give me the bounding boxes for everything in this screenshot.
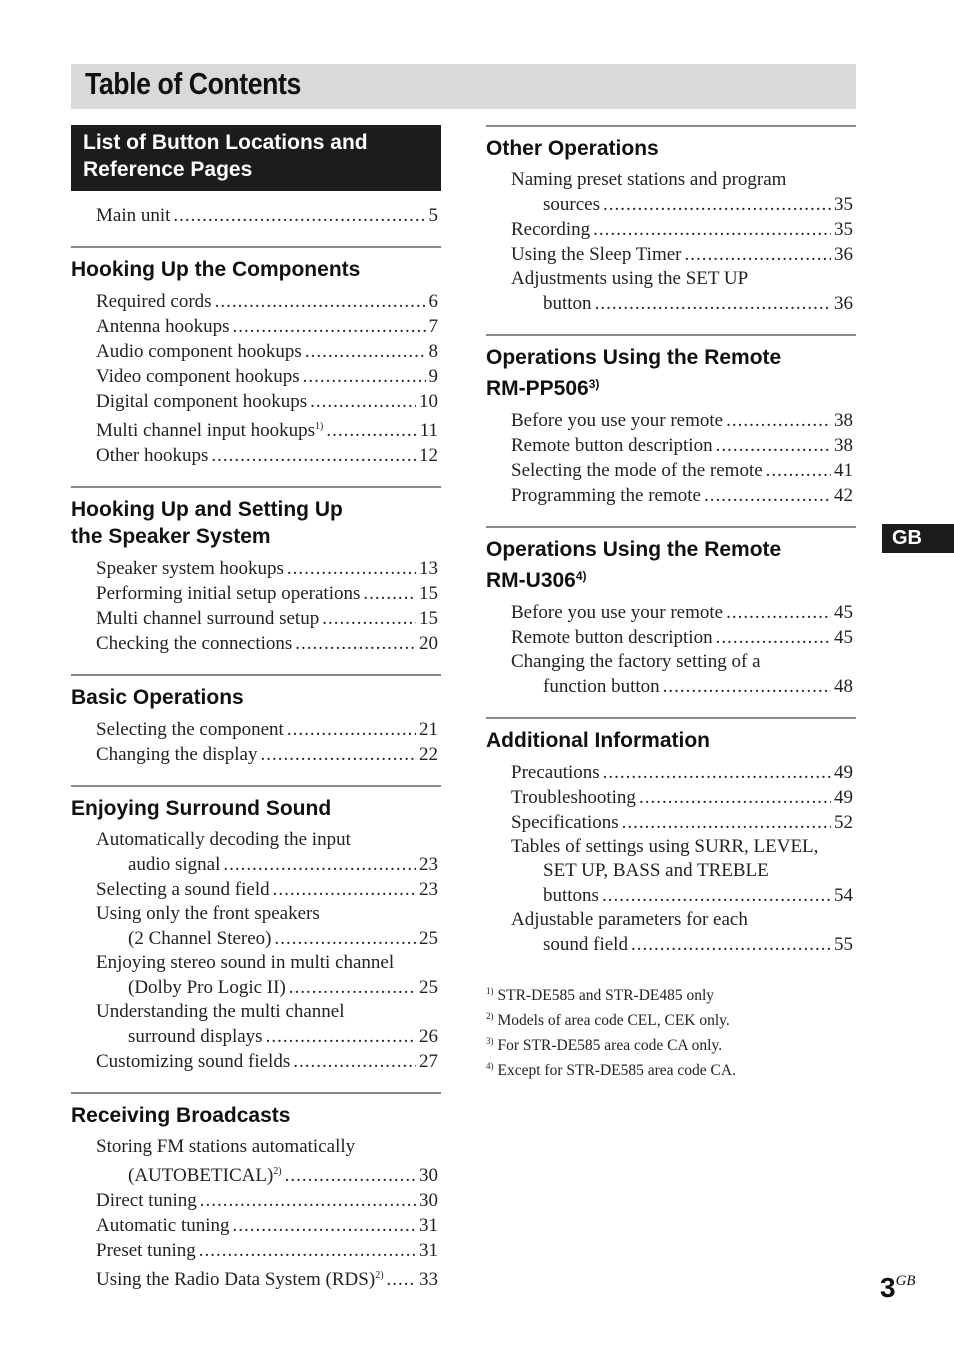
dot-leader bbox=[704, 483, 831, 508]
toc-entry-label bbox=[128, 926, 272, 951]
section-heading[interactable]: Other Operations bbox=[486, 137, 659, 160]
toc-entry-before-you-use-your-remote[interactable] bbox=[511, 408, 856, 433]
dot-leader bbox=[603, 760, 831, 785]
toc-entry-label bbox=[96, 414, 323, 443]
toc-entry-label bbox=[511, 625, 713, 650]
toc-entry-text: Selecting the component bbox=[96, 719, 284, 740]
toc-entry-sound-field[interactable] bbox=[543, 932, 856, 957]
toc-entry-label bbox=[96, 717, 284, 742]
toc-page-number: 48 bbox=[834, 676, 853, 697]
toc-page-number: 36 bbox=[834, 244, 853, 265]
toc-page-number: 12 bbox=[419, 445, 438, 466]
toc-entry-specifications[interactable] bbox=[511, 810, 856, 835]
toc-entry-label bbox=[543, 674, 660, 699]
toc-section-operations-using-the-remote-rm-pp506 bbox=[486, 334, 856, 526]
dot-leader bbox=[595, 291, 831, 316]
toc-entry-line: Adjustments using the SET UP bbox=[511, 268, 749, 289]
toc-entry-label bbox=[511, 483, 701, 508]
toc-page-number: 31 bbox=[419, 1215, 438, 1236]
section-heading-line: Operations Using the Remote bbox=[486, 538, 782, 561]
section-heading-line: Operations Using the Remote bbox=[486, 346, 782, 369]
toc-page-number: 38 bbox=[834, 435, 853, 456]
toc-entry-text: (2 Channel Stereo) bbox=[128, 928, 272, 949]
section-heading[interactable] bbox=[71, 496, 441, 550]
toc-page-number: 22 bbox=[419, 744, 438, 765]
toc-entry-label bbox=[96, 364, 300, 389]
toc-entry-text: Multi channel surround setup bbox=[96, 608, 320, 629]
toc-entry-text: Antenna hookups bbox=[96, 316, 230, 337]
toc-entry-text: surround displays bbox=[128, 1026, 263, 1047]
toc-entry-label bbox=[96, 556, 284, 581]
toc-entry-antenna-hookups[interactable] bbox=[96, 314, 441, 339]
dot-leader bbox=[326, 418, 416, 443]
dot-leader bbox=[593, 217, 831, 242]
dot-leader bbox=[310, 389, 416, 414]
footnote-mark: 3) bbox=[486, 1036, 494, 1046]
toc-entry-line: Tables of settings using SURR, LEVEL, bbox=[511, 836, 819, 857]
dot-leader bbox=[322, 606, 416, 631]
toc-entry-label bbox=[128, 1024, 263, 1049]
toc-entry-text: Video component hookups bbox=[96, 366, 300, 387]
toc-entry-label bbox=[96, 1049, 290, 1074]
page-number bbox=[880, 1272, 916, 1304]
toc-page-number: 33 bbox=[419, 1269, 438, 1290]
toc-entry-label bbox=[511, 458, 763, 483]
toc-entry-video-component-hookups[interactable] bbox=[96, 364, 441, 389]
toc-entry-performing-initial-setup-operations[interactable] bbox=[96, 581, 441, 606]
toc-entry-line: Storing FM stations automatically bbox=[96, 1136, 356, 1157]
toc-page-number: 20 bbox=[419, 633, 438, 654]
toc-entry-sources[interactable] bbox=[543, 192, 856, 217]
dot-leader bbox=[273, 877, 416, 902]
toc-entry-label bbox=[543, 192, 600, 217]
toc-entry-label bbox=[96, 581, 360, 606]
toc-entry-text: sound field bbox=[543, 934, 628, 955]
toc-entry-label bbox=[128, 975, 286, 1000]
toc-page-number: 9 bbox=[428, 366, 438, 387]
toc-entry-label bbox=[128, 1159, 282, 1188]
dot-leader bbox=[287, 717, 416, 742]
dot-leader bbox=[766, 458, 831, 483]
toc-entry-main-unit[interactable] bbox=[96, 203, 441, 228]
toc-entry-line: Naming preset stations and program bbox=[511, 169, 787, 190]
toc-entry-speaker-system-hookups[interactable] bbox=[96, 556, 441, 581]
toc-entry-text: Preset tuning bbox=[96, 1240, 196, 1261]
footnote bbox=[486, 1006, 856, 1031]
toc-entry-required-cords[interactable] bbox=[96, 289, 441, 314]
toc-entry-text: buttons bbox=[543, 885, 599, 906]
dot-leader bbox=[726, 600, 831, 625]
dot-leader bbox=[287, 556, 416, 581]
toc-page-number: 23 bbox=[419, 854, 438, 875]
section-heading-line: List of Button Locations and bbox=[83, 131, 368, 154]
toc-section-hooking-up-the-components bbox=[71, 246, 441, 486]
toc-entry-text: Before you use your remote bbox=[511, 410, 724, 431]
footnote-mark: 2) bbox=[486, 1011, 494, 1021]
toc-page-number: 49 bbox=[834, 787, 853, 808]
toc-entry-label bbox=[511, 433, 713, 458]
toc-page-number: 6 bbox=[428, 291, 438, 312]
toc-entry-text: Specifications bbox=[511, 812, 619, 833]
dot-leader bbox=[363, 581, 416, 606]
toc-entry-label bbox=[96, 877, 270, 902]
dot-leader bbox=[602, 883, 831, 908]
toc-page-number: 30 bbox=[419, 1190, 438, 1211]
dot-leader bbox=[173, 203, 425, 228]
footnote-ref: 4) bbox=[575, 569, 587, 583]
dot-leader bbox=[631, 932, 831, 957]
toc-entry-text: Using the Radio Data System (RDS) bbox=[96, 1269, 376, 1290]
dot-leader bbox=[289, 975, 416, 1000]
dot-leader bbox=[639, 785, 831, 810]
footnote-text: STR-DE585 and STR-DE485 only bbox=[497, 987, 715, 1004]
toc-page-number: 25 bbox=[419, 977, 438, 998]
toc-page-number: 49 bbox=[834, 762, 853, 783]
toc-section-basic-operations bbox=[71, 674, 441, 785]
toc-entry-label bbox=[96, 443, 208, 468]
toc-entry-text: Other hookups bbox=[96, 445, 209, 466]
page-title: Table of Contents bbox=[85, 66, 301, 101]
toc-page-number: 42 bbox=[834, 485, 853, 506]
toc-entry-multi-channel-input-hookups[interactable] bbox=[96, 414, 441, 443]
section-heading[interactable] bbox=[486, 344, 856, 402]
footnote-ref: 2) bbox=[375, 1270, 384, 1281]
dot-leader bbox=[285, 1163, 416, 1188]
dot-leader bbox=[215, 289, 426, 314]
dot-leader bbox=[387, 1267, 416, 1292]
toc-entry-remote-button-description[interactable] bbox=[511, 625, 856, 650]
toc-entry-label bbox=[96, 203, 170, 228]
toc-entry-surround-displays[interactable] bbox=[128, 1024, 441, 1049]
toc-entry-before-you-use-your-remote[interactable] bbox=[511, 600, 856, 625]
dot-leader bbox=[211, 443, 416, 468]
toc-entry-selecting-the-component[interactable] bbox=[96, 717, 441, 742]
toc-entry-selecting-a-sound-field[interactable] bbox=[96, 877, 441, 902]
toc-entry-customizing-sound-fields[interactable] bbox=[96, 1049, 441, 1074]
section-heading-line-wrap bbox=[486, 371, 856, 402]
toc-entry-label bbox=[96, 1213, 230, 1238]
footnote-ref: 3) bbox=[588, 377, 600, 391]
toc-entry-label bbox=[511, 408, 723, 433]
toc-section-hooking-up-and-setting-up-the-speaker-system bbox=[71, 486, 441, 674]
toc-entry-label bbox=[543, 883, 599, 908]
toc-entry-audio-signal[interactable] bbox=[128, 852, 441, 877]
toc-page-number: 13 bbox=[419, 558, 438, 579]
toc-entry-label bbox=[96, 339, 302, 364]
language-tab: GB bbox=[882, 524, 954, 553]
page-number-suffix: GB bbox=[895, 1273, 916, 1289]
toc-entry-label bbox=[96, 1188, 197, 1213]
toc-entry-button[interactable] bbox=[543, 291, 856, 316]
section-heading-line: RM-PP506 bbox=[486, 377, 589, 400]
dot-leader bbox=[275, 926, 416, 951]
toc-page-number: 55 bbox=[834, 934, 853, 955]
toc-entry-multi-channel-surround-setup[interactable] bbox=[96, 606, 441, 631]
toc-entry-text: Remote button description bbox=[511, 627, 713, 648]
toc-page-number: 15 bbox=[419, 583, 438, 604]
section-heading-line: RM-U306 bbox=[486, 569, 576, 592]
toc-entry-line: Changing the factory setting of a bbox=[511, 651, 761, 672]
section-heading[interactable] bbox=[486, 536, 856, 594]
toc-entry-label bbox=[96, 606, 319, 631]
footnote bbox=[486, 981, 856, 1006]
toc-entry-buttons[interactable] bbox=[543, 883, 856, 908]
toc-entry-label bbox=[511, 760, 600, 785]
toc-entry-using-the-sleep-timer[interactable] bbox=[511, 242, 856, 267]
toc-entry-label bbox=[511, 810, 619, 835]
toc-entry-text: Required cords bbox=[96, 291, 212, 312]
section-heading[interactable]: Receiving Broadcasts bbox=[71, 1104, 291, 1127]
toc-page-number: 23 bbox=[419, 879, 438, 900]
toc-entry-audio-component-hookups[interactable] bbox=[96, 339, 441, 364]
toc-page-number: 30 bbox=[419, 1165, 438, 1186]
dot-leader bbox=[295, 631, 416, 656]
toc-entry-text: Audio component hookups bbox=[96, 341, 302, 362]
toc-section-operations-using-the-remote-rm-u306 bbox=[486, 526, 856, 717]
toc-entry-label bbox=[543, 291, 592, 316]
toc-entry-label bbox=[96, 1263, 384, 1292]
toc-entry-line: Understanding the multi channel bbox=[96, 1001, 345, 1022]
toc-entry-other-hookups[interactable] bbox=[96, 443, 441, 468]
toc-entry-label bbox=[96, 631, 292, 656]
toc-entry-label bbox=[543, 932, 628, 957]
toc-section-additional-information bbox=[486, 717, 856, 975]
toc-section-list-of-button-locations-and-reference-pages bbox=[71, 125, 441, 246]
toc-entry-direct-tuning[interactable] bbox=[96, 1188, 441, 1213]
toc-entry-line: Adjustable parameters for each bbox=[511, 909, 748, 930]
dot-leader bbox=[266, 1024, 416, 1049]
toc-page-number: 10 bbox=[419, 391, 438, 412]
toc-entry-label bbox=[511, 217, 590, 242]
toc-entry-text: button bbox=[543, 293, 592, 314]
section-heading-line: the Speaker System bbox=[71, 525, 271, 548]
toc-entry-line: SET UP, BASS and TREBLE bbox=[543, 860, 769, 881]
section-heading-line: Reference Pages bbox=[83, 158, 253, 181]
toc-entry-text: Before you use your remote bbox=[511, 602, 724, 623]
toc-entry-function-button[interactable] bbox=[543, 674, 856, 699]
toc-entry-text: Using the Sleep Timer bbox=[511, 244, 682, 265]
dot-leader bbox=[726, 408, 831, 433]
toc-entry-line: Using only the front speakers bbox=[96, 903, 320, 924]
footnote-ref: 1) bbox=[315, 421, 324, 432]
toc-page-number: 35 bbox=[834, 219, 853, 240]
toc-page-number: 45 bbox=[834, 627, 853, 648]
toc-page-number: 21 bbox=[419, 719, 438, 740]
toc-entry-checking-the-connections[interactable] bbox=[96, 631, 441, 656]
toc-entry-label bbox=[128, 852, 220, 877]
toc-entry-label bbox=[96, 742, 257, 767]
footnote-ref: 2) bbox=[273, 1166, 282, 1177]
toc-page-number: 11 bbox=[419, 420, 438, 441]
toc-entry-text: Selecting the mode of the remote bbox=[511, 460, 763, 481]
toc-entry-text: Changing the display bbox=[96, 744, 258, 765]
toc-entry-programming-the-remote[interactable] bbox=[511, 483, 856, 508]
dot-leader bbox=[293, 1049, 416, 1074]
toc-entry-automatic-tuning[interactable] bbox=[96, 1213, 441, 1238]
toc-entry-text: (AUTOBETICAL) bbox=[128, 1165, 274, 1186]
toc-section-enjoying-surround-sound bbox=[71, 785, 441, 1092]
toc-page-number: 45 bbox=[834, 602, 853, 623]
toc-page-number: 15 bbox=[419, 608, 438, 629]
footnotes bbox=[486, 981, 856, 1081]
toc-entry-text: Programming the remote bbox=[511, 485, 701, 506]
footnote-text: Models of area code CEL, CEK only. bbox=[497, 1012, 730, 1029]
toc-entry-2-channel-stereo[interactable] bbox=[128, 926, 441, 951]
toc-entry-text: Selecting a sound field bbox=[96, 879, 270, 900]
footnote-mark: 4) bbox=[486, 1061, 494, 1071]
toc-entry-remote-button-description[interactable] bbox=[511, 433, 856, 458]
toc-page-number: 38 bbox=[834, 410, 853, 431]
toc-page-number: 5 bbox=[428, 205, 438, 226]
page-number-value: 3 bbox=[880, 1272, 896, 1303]
toc-entry-label bbox=[96, 289, 212, 314]
section-heading[interactable]: Additional Information bbox=[486, 729, 710, 752]
toc-entry-using-the-radio-data-system-rds[interactable] bbox=[96, 1263, 441, 1292]
toc-page-number: 8 bbox=[428, 341, 438, 362]
toc-page-number: 31 bbox=[419, 1240, 438, 1261]
dot-leader bbox=[622, 810, 831, 835]
toc-entry-text: sources bbox=[543, 194, 600, 215]
toc-entry-precautions[interactable] bbox=[511, 760, 856, 785]
dot-leader bbox=[305, 339, 426, 364]
toc-page-number: 35 bbox=[834, 194, 853, 215]
toc-entry-text: Remote button description bbox=[511, 435, 713, 456]
footnote-mark: 1) bbox=[486, 986, 494, 996]
toc-entry-text: Performing initial setup operations bbox=[96, 583, 361, 604]
dot-leader bbox=[223, 852, 416, 877]
toc-entry-label bbox=[96, 389, 307, 414]
toc-entry-changing-the-display[interactable] bbox=[96, 742, 441, 767]
section-heading[interactable]: Hooking Up the Components bbox=[71, 258, 361, 281]
section-heading[interactable]: Basic Operations bbox=[71, 686, 244, 709]
section-heading[interactable]: Enjoying Surround Sound bbox=[71, 797, 332, 820]
toc-page-number: 52 bbox=[834, 812, 853, 833]
footnote-text: For STR-DE585 area code CA only. bbox=[497, 1037, 723, 1054]
toc-entry-label bbox=[511, 600, 723, 625]
toc-entry-dolby-pro-logic-ii[interactable] bbox=[128, 975, 441, 1000]
dot-leader bbox=[233, 1213, 416, 1238]
toc-page-number: 27 bbox=[419, 1051, 438, 1072]
toc-entry-text: Checking the connections bbox=[96, 633, 293, 654]
left-column bbox=[71, 125, 441, 1310]
toc-entry-label bbox=[96, 314, 230, 339]
toc-entry-selecting-the-mode-of-the-remote[interactable] bbox=[511, 458, 856, 483]
toc-entry-text: Recording bbox=[511, 219, 591, 240]
toc-entry-text: Multi channel input hookups bbox=[96, 420, 316, 441]
toc-entry-text: (Dolby Pro Logic II) bbox=[128, 977, 286, 998]
toc-entry-text: Troubleshooting bbox=[511, 787, 636, 808]
toc-page-number: 36 bbox=[834, 293, 853, 314]
footnote bbox=[486, 1031, 856, 1056]
dot-leader bbox=[663, 674, 831, 699]
toc-entry-digital-component-hookups[interactable] bbox=[96, 389, 441, 414]
dot-leader bbox=[260, 742, 416, 767]
toc-section-other-operations bbox=[486, 125, 856, 334]
dot-leader bbox=[199, 1238, 416, 1263]
toc-entry-text: function button bbox=[543, 676, 660, 697]
dot-leader bbox=[303, 364, 426, 389]
toc-section-receiving-broadcasts bbox=[71, 1092, 441, 1310]
section-heading[interactable] bbox=[71, 125, 441, 191]
toc-entry-line: Enjoying stereo sound in multi channel bbox=[96, 952, 395, 973]
dot-leader bbox=[684, 242, 831, 267]
toc-page-number: 7 bbox=[428, 316, 438, 337]
toc-entry-line: Automatically decoding the input bbox=[96, 829, 351, 850]
toc-page-number: 25 bbox=[419, 928, 438, 949]
dot-leader bbox=[716, 625, 831, 650]
toc-entry-text: Main unit bbox=[96, 205, 171, 226]
footnote bbox=[486, 1056, 856, 1081]
toc-page-number: 41 bbox=[834, 460, 853, 481]
dot-leader bbox=[603, 192, 831, 217]
right-column bbox=[486, 125, 856, 1081]
toc-entry-label bbox=[511, 785, 636, 810]
toc-entry-text: Speaker system hookups bbox=[96, 558, 284, 579]
title-bar bbox=[71, 64, 856, 109]
toc-page-number: 26 bbox=[419, 1026, 438, 1047]
toc-page-number: 54 bbox=[834, 885, 853, 906]
toc-entry-preset-tuning[interactable] bbox=[96, 1238, 441, 1263]
toc-entry-recording[interactable] bbox=[511, 217, 856, 242]
toc-entry-text: Precautions bbox=[511, 762, 600, 783]
toc-entry-text: audio signal bbox=[128, 854, 221, 875]
toc-entry-text: Customizing sound fields bbox=[96, 1051, 291, 1072]
dot-leader bbox=[716, 433, 831, 458]
toc-entry-text: Automatic tuning bbox=[96, 1215, 230, 1236]
toc-entry-text: Direct tuning bbox=[96, 1190, 197, 1211]
toc-entry-autobetical[interactable] bbox=[128, 1159, 441, 1188]
section-heading-line-wrap bbox=[486, 563, 856, 594]
footnote-text: Except for STR-DE585 area code CA. bbox=[497, 1062, 736, 1079]
dot-leader bbox=[233, 314, 426, 339]
toc-entry-label bbox=[511, 242, 681, 267]
toc-entry-label bbox=[96, 1238, 196, 1263]
toc-entry-text: Digital component hookups bbox=[96, 391, 308, 412]
toc-entry-troubleshooting[interactable] bbox=[511, 785, 856, 810]
section-heading-line: Hooking Up and Setting Up bbox=[71, 498, 343, 521]
dot-leader bbox=[200, 1188, 416, 1213]
